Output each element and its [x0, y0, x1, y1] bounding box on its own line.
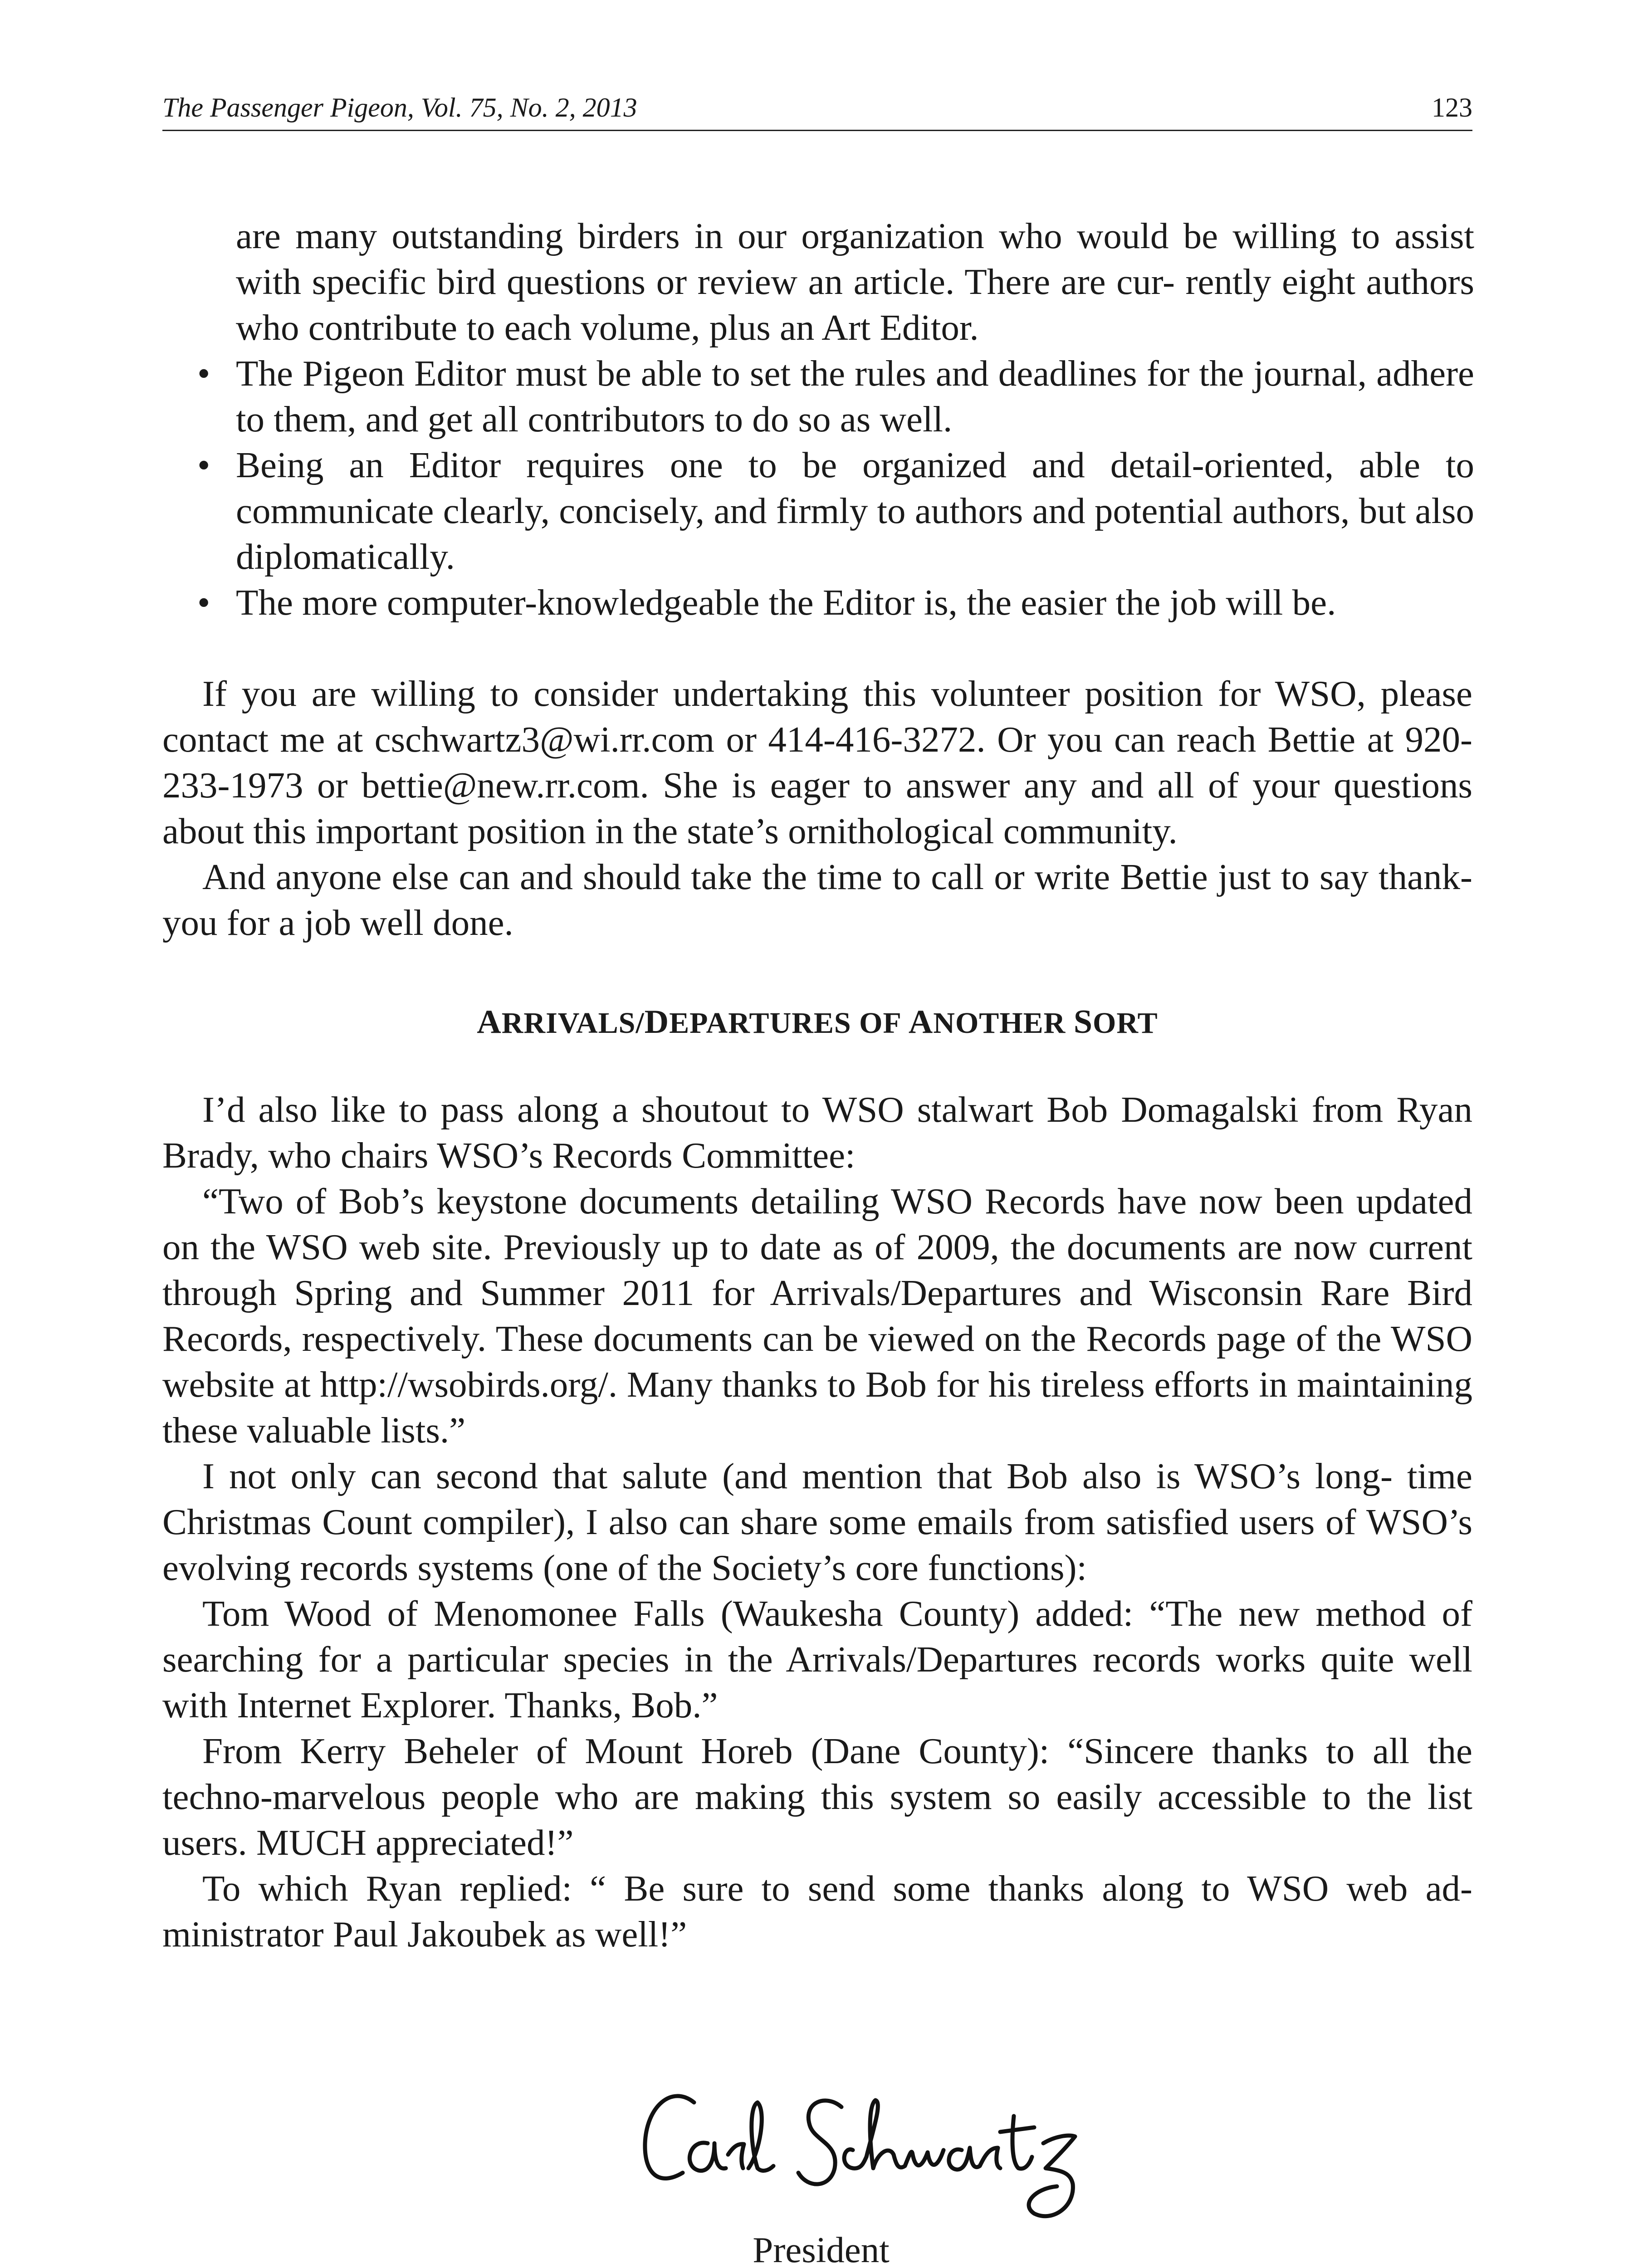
bullet-marker: • — [197, 353, 210, 394]
list-item — [197, 442, 1474, 580]
page-number: 123 — [1432, 93, 1472, 122]
list-item — [197, 351, 1474, 442]
paragraph: I’d also like to pass along a shoutout to WSO stalwart Bob Domagalski from Ryan Brady, who chairs WSO’s Records Committee: — [162, 1089, 1472, 1176]
handwritten-signature — [635, 2075, 1098, 2229]
bullet-continuation — [236, 213, 1474, 351]
list-item — [197, 580, 1474, 626]
section-heading: ARRIVALS/DEPARTURES OF ANOTHER SORT — [477, 1003, 1158, 1041]
bullet-marker: • — [197, 582, 210, 623]
bullet-marker: • — [197, 445, 210, 485]
list-item-text: are many outstanding birders in our organization who would be willing to assist with specific bird questions or review an article. There are cur- rently eight authors who contribute to each volume, plus an Art Editor. — [236, 215, 1474, 348]
contact-paragraph: If you are willing to consider undertaking this volunteer position for WSO, please contact me at cschwartz3@wi.rr.com or 414-416-3272. Or you can reach Bettie at 920-233-1973 or bettie@new.rr.com. She is eager to answer any and all of your questions about this important position in the state’s ornithological community. — [162, 673, 1472, 851]
paragraph: From Kerry Beheler of Mount Horeb (Dane County): “Sincere thanks to all the techno-marvelous people who are making this system so easily accessible to the list users. MUCH appreciated!” — [162, 1730, 1472, 1863]
list-item-text: The more computer-knowledgeable the Editor is, the easier the job will be. — [236, 582, 1336, 623]
quote-paragraph: “Two of Bob’s keystone documents detailing WSO Records have now been updated on the WSO web site. Previously up to date as of 2009, the documents are now current through Spring and Summer 2011 for Arrivals/Departures and Wisconsin Rare Bird Records, respectively. These documents can be viewed on the Records page of the WSO website at http://wsobirds.org/. Many thanks to Bob for his tireless efforts in maintaining these valuable lists.” — [162, 1181, 1472, 1451]
running-head — [162, 86, 1472, 131]
bullet-list — [162, 213, 1474, 626]
paragraph: To which Ryan replied: “ Be sure to send some thanks along to WSO web ad- ministrator Paul Jakoubek as well!” — [162, 1868, 1472, 1955]
thanks-paragraph: And anyone else can and should take the time to call or write Bettie just to say thank-you for a job well done. — [162, 856, 1472, 943]
list-item-text: Being an Editor requires one to be organized and detail-oriented, able to communicate clearly, concisely, and firmly to authors and potential authors, but also diplomatically. — [236, 445, 1474, 577]
paragraph: Tom Wood of Menomonee Falls (Waukesha County) added: “The new method of searching for a particular species in the Arrivals/Departures records works quite well with Internet Explorer. Thanks, Bob.” — [162, 1593, 1472, 1725]
list-item-text: The Pigeon Editor must be able to set the rules and deadlines for the journal, adhere to them, and get all contributors to do so as well. — [236, 353, 1474, 440]
signer-title: President — [753, 2229, 890, 2268]
signature-strokes — [645, 2096, 1075, 2216]
body-text — [162, 213, 1472, 1957]
paragraph: I not only can second that salute (and mention that Bob also is WSO’s long- time Christmas Count compiler), I also can share some emails from satisfied users of WSO’s evolving records systems (one of the Society’s core functions): — [162, 1456, 1472, 1588]
journal-title: The Passenger Pigeon, Vol. 75, No. 2, 2013 — [162, 93, 637, 122]
